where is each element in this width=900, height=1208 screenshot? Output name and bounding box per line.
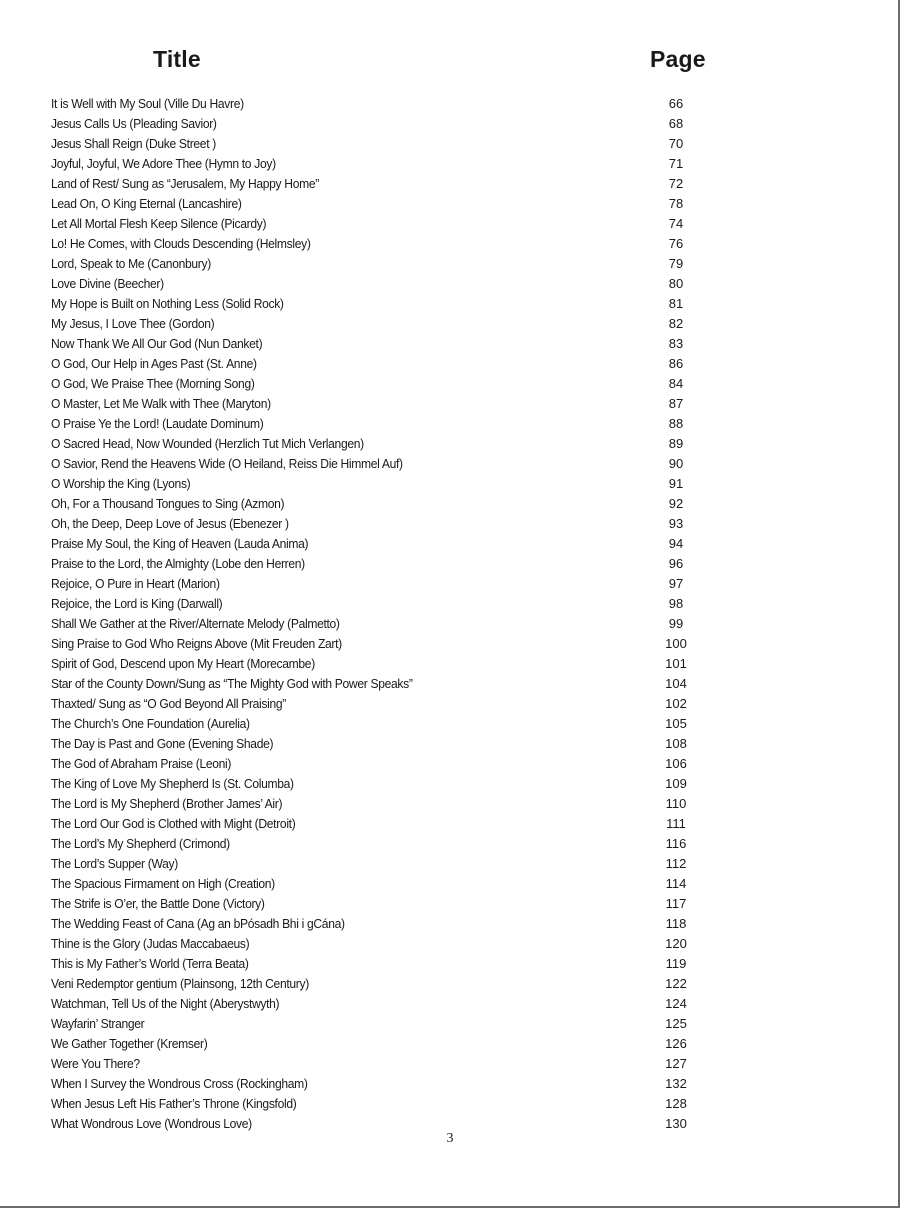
entry-title: O Worship the King (Lyons) [51, 476, 191, 491]
toc-entry [51, 474, 711, 494]
entry-title: The Lord’s Supper (Way) [51, 856, 178, 871]
contents-list [51, 94, 711, 1134]
entry-page-number: 97 [668, 576, 684, 591]
toc-entry [51, 1014, 711, 1034]
entry-title: The Spacious Firmament on High (Creation) [51, 876, 275, 891]
toc-entry [51, 874, 711, 894]
page-column-header: Page [650, 46, 706, 72]
entry-title: Jesus Shall Reign (Duke Street ) [51, 136, 216, 151]
toc-entry [51, 414, 711, 434]
entry-title: Lo! He Comes, with Clouds Descending (Helmsley) [51, 236, 311, 251]
toc-entry [51, 834, 711, 854]
entry-title: Spirit of God, Descend upon My Heart (Morecambe) [51, 656, 315, 671]
entry-title: O God, We Praise Thee (Morning Song) [51, 376, 255, 391]
entry-title: The Lord is My Shepherd (Brother James’ Air) [51, 796, 283, 811]
entry-title: Star of the County Down/Sung as “The Mighty God with Power Speaks” [51, 676, 413, 691]
entry-title: O Savior, Rend the Heavens Wide (O Heiland, Reiss Die Himmel Auf) [51, 456, 403, 471]
entry-page-number: 111 [666, 816, 686, 831]
entry-title: Rejoice, O Pure in Heart (Marion) [51, 576, 220, 591]
entry-page-number: 68 [668, 116, 684, 131]
toc-entry [51, 154, 711, 174]
toc-entry [51, 574, 711, 594]
entry-title: The King of Love My Shepherd Is (St. Columba) [51, 776, 294, 791]
entry-page-number: 92 [668, 496, 684, 511]
toc-entry [51, 854, 711, 874]
entry-title: When Jesus Left His Father’s Throne (Kingsfold) [51, 1096, 297, 1111]
entry-title: Wayfarin’ Stranger [51, 1016, 145, 1031]
toc-entry [51, 134, 711, 154]
entry-title: Praise to the Lord, the Almighty (Lobe den Herren) [51, 556, 305, 571]
entry-page-number: 82 [668, 316, 684, 331]
toc-entry [51, 694, 711, 714]
entry-page-number: 101 [665, 656, 687, 671]
toc-entry [51, 1094, 711, 1114]
entry-page-number: 120 [665, 936, 687, 951]
entry-title: O God, Our Help in Ages Past (St. Anne) [51, 356, 257, 371]
toc-entry [51, 1074, 711, 1094]
entry-page-number: 105 [665, 716, 687, 731]
entry-title: Now Thank We All Our God (Nun Danket) [51, 336, 263, 351]
entry-title: Jesus Calls Us (Pleading Savior) [51, 116, 217, 131]
toc-entry [51, 274, 711, 294]
entry-page-number: 76 [668, 236, 684, 251]
entry-page-number: 89 [668, 436, 684, 451]
toc-entry [51, 194, 711, 214]
toc-entry [51, 234, 711, 254]
entry-page-number: 114 [665, 876, 687, 891]
toc-entry [51, 314, 711, 334]
entry-page-number: 132 [665, 1076, 687, 1091]
entry-title: Joyful, Joyful, We Adore Thee (Hymn to Joy) [51, 156, 276, 171]
toc-entry [51, 294, 711, 314]
toc-entry [51, 454, 711, 474]
entry-title: Love Divine (Beecher) [51, 276, 164, 291]
entry-title: Lead On, O King Eternal (Lancashire) [51, 196, 242, 211]
entry-page-number: 71 [668, 156, 684, 171]
entry-page-number: 88 [668, 416, 684, 431]
entry-page-number: 118 [665, 916, 687, 931]
toc-entry [51, 554, 711, 574]
entry-title: Sing Praise to God Who Reigns Above (Mit Freuden Zart) [51, 636, 342, 651]
entry-page-number: 130 [665, 1116, 687, 1131]
entry-page-number: 106 [665, 756, 687, 771]
toc-entry [51, 214, 711, 234]
toc-entry [51, 174, 711, 194]
entry-page-number: 86 [668, 356, 684, 371]
toc-entry [51, 654, 711, 674]
entry-title: Lord, Speak to Me (Canonbury) [51, 256, 211, 271]
entry-title: Watchman, Tell Us of the Night (Aberystwyth) [51, 996, 280, 1011]
entry-page-number: 102 [665, 696, 687, 711]
toc-entry [51, 114, 711, 134]
entry-title: O Sacred Head, Now Wounded (Herzlich Tut Mich Verlangen) [51, 436, 364, 451]
entry-page-number: 87 [668, 396, 684, 411]
toc-entry [51, 334, 711, 354]
entry-title: What Wondrous Love (Wondrous Love) [51, 1116, 252, 1131]
entry-page-number: 93 [668, 516, 684, 531]
entry-title: The Church’s One Foundation (Aurelia) [51, 716, 250, 731]
toc-entry [51, 814, 711, 834]
entry-title: My Jesus, I Love Thee (Gordon) [51, 316, 215, 331]
entry-page-number: 104 [665, 676, 687, 691]
entry-title: We Gather Together (Kremser) [51, 1036, 208, 1051]
entry-page-number: 91 [668, 476, 684, 491]
entry-title: Rejoice, the Lord is King (Darwall) [51, 596, 223, 611]
toc-entry [51, 1114, 711, 1134]
entry-page-number: 108 [665, 736, 687, 751]
entry-title: Were You There? [51, 1056, 140, 1071]
entry-title: The Day is Past and Gone (Evening Shade) [51, 736, 274, 751]
toc-entry [51, 754, 711, 774]
entry-page-number: 81 [668, 296, 684, 311]
toc-entry [51, 434, 711, 454]
toc-entry [51, 1054, 711, 1074]
toc-entry [51, 374, 711, 394]
entry-title: Shall We Gather at the River/Alternate Melody (Palmetto) [51, 616, 340, 631]
entry-page-number: 109 [665, 776, 687, 791]
entry-page-number: 119 [665, 956, 687, 971]
toc-entry [51, 634, 711, 654]
entry-page-number: 70 [668, 136, 684, 151]
toc-entry [51, 674, 711, 694]
entry-title: Thine is the Glory (Judas Maccabaeus) [51, 936, 250, 951]
title-column-header: Title [153, 46, 201, 72]
entry-title: Oh, the Deep, Deep Love of Jesus (Ebenezer ) [51, 516, 289, 531]
entry-title: The Wedding Feast of Cana (Ag an bPósadh Bhi i gCána) [51, 916, 345, 931]
entry-title: O Praise Ye the Lord! (Laudate Dominum) [51, 416, 264, 431]
toc-entry [51, 974, 711, 994]
entry-page-number: 117 [665, 896, 687, 911]
entry-page-number: 122 [665, 976, 687, 991]
entry-title: Oh, For a Thousand Tongues to Sing (Azmon) [51, 496, 285, 511]
entry-title: The Lord Our God is Clothed with Might (Detroit) [51, 816, 296, 831]
entry-page-number: 79 [668, 256, 684, 271]
toc-entry [51, 794, 711, 814]
entry-title: Veni Redemptor gentium (Plainsong, 12th Century) [51, 976, 309, 991]
entry-page-number: 128 [665, 1096, 687, 1111]
entry-page-number: 125 [665, 1016, 687, 1031]
entry-page-number: 83 [668, 336, 684, 351]
entry-title: Let All Mortal Flesh Keep Silence (Picardy) [51, 216, 267, 231]
entry-page-number: 96 [668, 556, 684, 571]
toc-entry [51, 614, 711, 634]
toc-entry [51, 774, 711, 794]
page-number: 3 [446, 1131, 454, 1146]
toc-entry [51, 594, 711, 614]
entry-title: O Master, Let Me Walk with Thee (Maryton) [51, 396, 271, 411]
entry-title: When I Survey the Wondrous Cross (Rockingham) [51, 1076, 308, 1091]
entry-title: It is Well with My Soul (Ville Du Havre) [51, 96, 244, 111]
entry-title: This is My Father’s World (Terra Beata) [51, 956, 249, 971]
entry-title: The Strife is O’er, the Battle Done (Victory) [51, 896, 265, 911]
entry-page-number: 74 [668, 216, 684, 231]
toc-entry [51, 914, 711, 934]
entry-page-number: 98 [668, 596, 684, 611]
entry-page-number: 94 [668, 536, 684, 551]
entry-title: The Lord’s My Shepherd (Crimond) [51, 836, 230, 851]
toc-entry [51, 394, 711, 414]
toc-entry [51, 534, 711, 554]
toc-entry [51, 714, 711, 734]
entry-title: My Hope is Built on Nothing Less (Solid Rock) [51, 296, 284, 311]
entry-page-number: 110 [665, 796, 687, 811]
entry-page-number: 127 [665, 1056, 687, 1071]
entry-page-number: 78 [668, 196, 684, 211]
entry-page-number: 112 [665, 856, 687, 871]
entry-page-number: 90 [668, 456, 684, 471]
entry-page-number: 72 [668, 176, 684, 191]
entry-page-number: 80 [668, 276, 684, 291]
toc-entry [51, 994, 711, 1014]
entry-page-number: 84 [668, 376, 684, 391]
toc-entry [51, 354, 711, 374]
toc-entry [51, 934, 711, 954]
toc-entry [51, 494, 711, 514]
entry-title: Praise My Soul, the King of Heaven (Lauda Anima) [51, 536, 309, 551]
entry-title: Land of Rest/ Sung as “Jerusalem, My Happy Home” [51, 176, 319, 191]
entry-page-number: 66 [668, 96, 684, 111]
entry-page-number: 126 [665, 1036, 687, 1051]
toc-entry [51, 1034, 711, 1054]
entry-title: Thaxted/ Sung as “O God Beyond All Praising” [51, 696, 286, 711]
entry-page-number: 124 [665, 996, 687, 1011]
entry-page-number: 99 [668, 616, 684, 631]
toc-entry [51, 734, 711, 754]
toc-entry [51, 514, 711, 534]
toc-entry [51, 254, 711, 274]
entry-page-number: 116 [665, 836, 687, 851]
toc-entry [51, 954, 711, 974]
toc-entry [51, 94, 711, 114]
toc-entry [51, 894, 711, 914]
entry-page-number: 100 [665, 636, 687, 651]
entry-title: The God of Abraham Praise (Leoni) [51, 756, 232, 771]
